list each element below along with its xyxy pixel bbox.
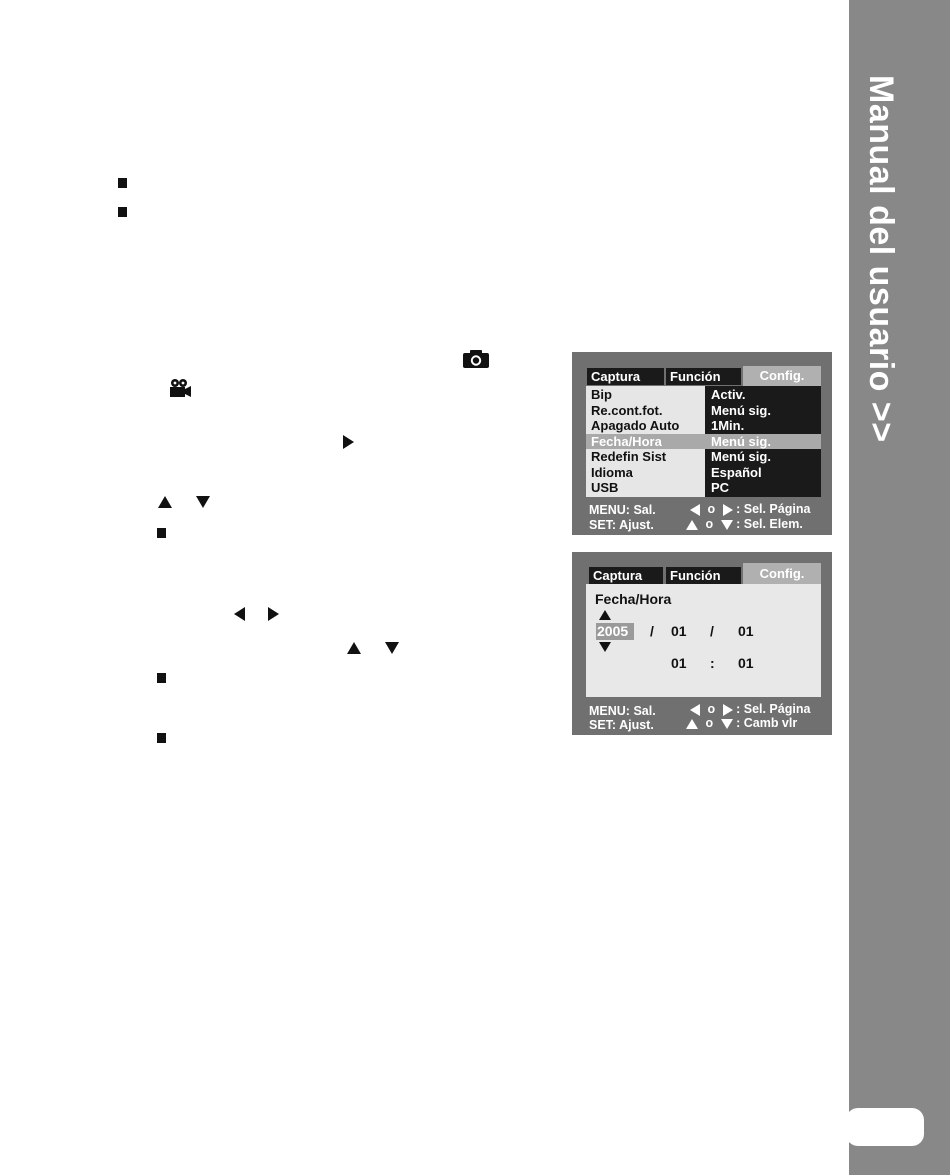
down-arrow-icon bbox=[385, 642, 399, 654]
menu-item-fecha-hora[interactable]: Fecha/Hora bbox=[591, 433, 662, 449]
footer-o: o bbox=[707, 702, 716, 716]
up-arrow-icon bbox=[686, 520, 698, 530]
menu-item-apagado-auto[interactable]: Apagado Auto bbox=[591, 418, 680, 433]
menu-value-redefin-sist: Menú sig. bbox=[711, 449, 771, 464]
down-arrow-icon bbox=[599, 642, 611, 652]
tab-funcion[interactable]: Función bbox=[666, 567, 741, 584]
menu-item-recontfot[interactable]: Re.cont.fot. bbox=[591, 402, 663, 418]
down-arrow-icon bbox=[196, 496, 210, 508]
tab-captura[interactable]: Captura bbox=[587, 368, 664, 385]
minute-field[interactable]: 01 bbox=[738, 655, 754, 671]
date-separator: / bbox=[650, 623, 654, 639]
menu-item-idioma[interactable]: Idioma bbox=[591, 464, 633, 480]
footer-elem-hint bbox=[686, 517, 803, 531]
menu-item-usb[interactable]: USB bbox=[591, 480, 619, 495]
footer-o: o bbox=[707, 502, 716, 516]
tab-captura[interactable]: Captura bbox=[589, 567, 663, 584]
right-arrow-icon bbox=[343, 435, 354, 449]
right-arrow-icon bbox=[723, 504, 733, 516]
bullet-icon bbox=[118, 207, 127, 217]
left-arrow-icon bbox=[690, 704, 700, 716]
footer-change-text: : Camb vlr bbox=[736, 716, 798, 730]
footer-menu-hint: MENU: Sal. bbox=[589, 503, 656, 517]
hour-field[interactable]: 01 bbox=[671, 655, 687, 671]
footer-set-hint: SET: Ajust. bbox=[589, 518, 654, 532]
bullet-icon bbox=[157, 673, 166, 683]
footer-page-text: : Sel. Página bbox=[736, 502, 811, 516]
footer-page-text: : Sel. Página bbox=[736, 702, 811, 716]
footer-menu-hint: MENU: Sal. bbox=[589, 704, 656, 718]
time-separator: : bbox=[710, 655, 715, 671]
camera-icon bbox=[462, 349, 490, 369]
footer-page-hint bbox=[690, 502, 810, 516]
bullet-icon bbox=[157, 733, 166, 743]
footer-change-hint bbox=[686, 716, 797, 730]
up-arrow-icon bbox=[686, 719, 698, 729]
left-arrow-icon bbox=[690, 504, 700, 516]
menu-value-apagado-auto: 1Min. bbox=[711, 418, 745, 433]
menu-value-idioma: Español bbox=[711, 464, 762, 480]
menu-value-recontfot: Menú sig. bbox=[711, 402, 771, 418]
lcd-screen-date-time bbox=[572, 552, 832, 735]
month-field[interactable]: 01 bbox=[671, 623, 687, 639]
date-title: Fecha/Hora bbox=[595, 591, 672, 607]
movie-camera-icon bbox=[168, 378, 192, 398]
day-field[interactable]: 01 bbox=[738, 623, 754, 639]
menu-value-usb: PC bbox=[711, 480, 730, 495]
year-field[interactable]: 2005 bbox=[597, 623, 629, 639]
right-arrow-icon bbox=[723, 704, 733, 716]
up-arrow-icon bbox=[347, 642, 361, 654]
footer-elem-text: : Sel. Elem. bbox=[736, 517, 803, 531]
menu-item-redefin-sist[interactable]: Redefin Sist bbox=[591, 449, 667, 464]
tab-funcion[interactable]: Función bbox=[666, 368, 741, 385]
down-arrow-icon bbox=[721, 520, 733, 530]
left-arrow-icon bbox=[234, 607, 245, 621]
down-arrow-icon bbox=[721, 719, 733, 729]
footer-page-hint bbox=[690, 702, 810, 716]
menu-value-bip: Activ. bbox=[711, 387, 746, 402]
menu-item-bip[interactable]: Bip bbox=[591, 387, 612, 402]
sidebar-title: Manual del usuario >> bbox=[862, 75, 900, 443]
footer-o: o bbox=[705, 517, 714, 531]
tab-config[interactable]: Config. bbox=[743, 563, 821, 584]
date-separator: / bbox=[710, 623, 714, 639]
footer-o: o bbox=[705, 716, 714, 730]
menu-value-fecha-hora: Menú sig. bbox=[711, 433, 771, 449]
page-number-tab bbox=[846, 1108, 924, 1146]
tab-config[interactable]: Config. bbox=[743, 366, 821, 386]
footer-set-hint: SET: Ajust. bbox=[589, 718, 654, 732]
bullet-icon bbox=[118, 178, 127, 188]
right-arrow-icon bbox=[268, 607, 279, 621]
bullet-icon bbox=[157, 528, 166, 538]
lcd-screen-settings-menu bbox=[572, 352, 832, 535]
up-arrow-icon bbox=[158, 496, 172, 508]
up-arrow-icon bbox=[599, 610, 611, 620]
